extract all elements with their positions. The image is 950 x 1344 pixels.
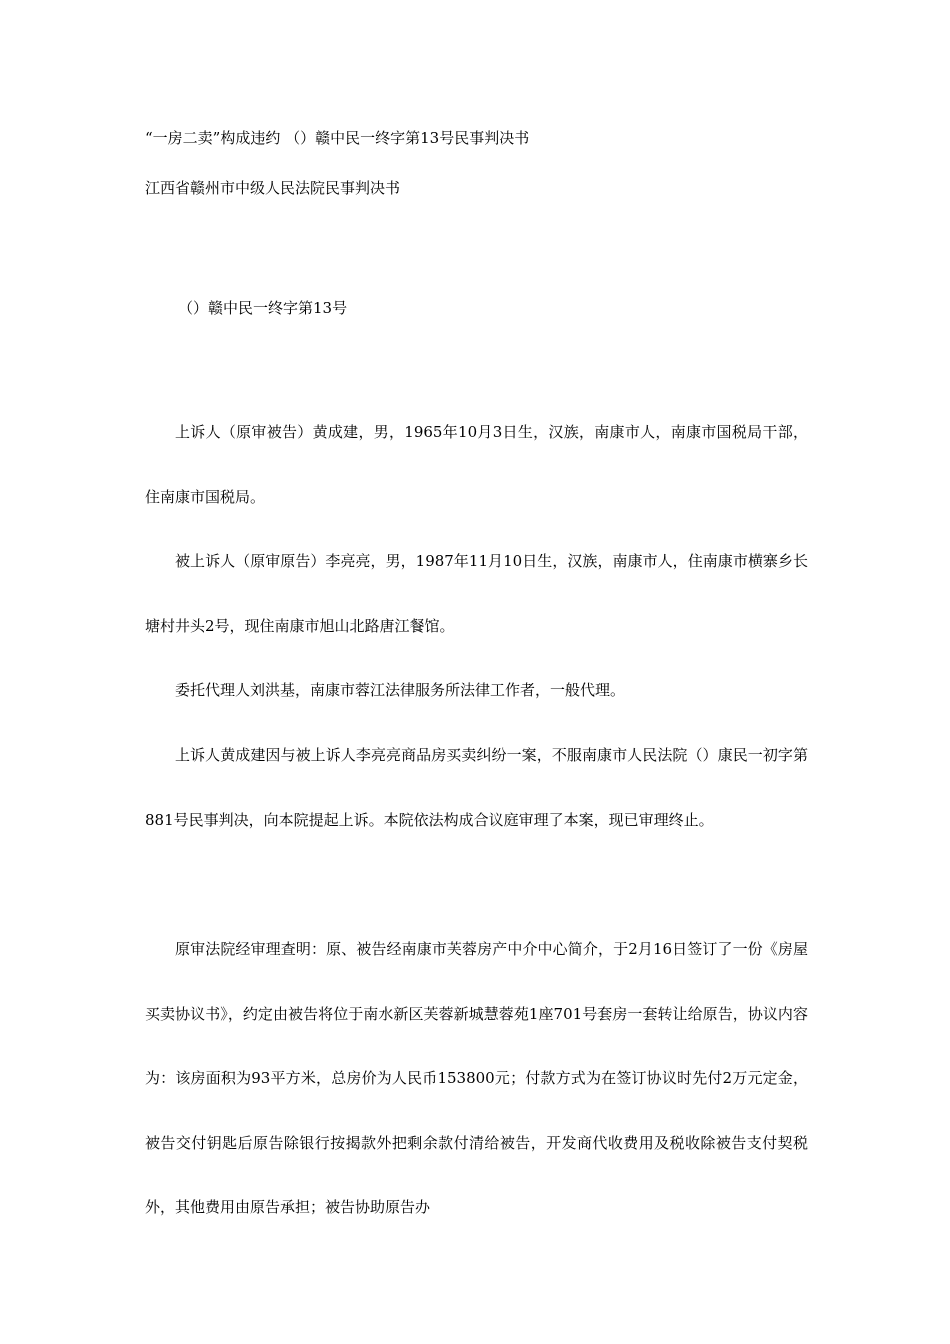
- appellant-paragraph: 上诉人（原审被告）黄成建，男，1965年10月3日生，汉族，南康市人，南康市国税局干部，住南康市国税局。: [145, 423, 808, 506]
- agent-paragraph: 委托代理人刘洪基，南康市蓉江法律服务所法律工作者，一般代理。: [175, 681, 626, 699]
- court-heading: 江西省赣州市中级人民法院民事判决书: [145, 179, 401, 197]
- case-number: （）赣中民一终字第13号: [178, 299, 348, 317]
- appellee-paragraph: 被上诉人（原审原告）李亮亮，男，1987年11月10日生，汉族，南康市人，住南康市横寨乡长塘村井头2号，现住南康市旭山北路唐江餐馆。: [145, 552, 808, 635]
- facts-paragraph: 原审法院经审理查明：原、被告经南康市芙蓉房产中介中心简介，于2月16日签订了一份《房屋买卖协议书》，约定由被告将位于南水新区芙蓉新城慧蓉苑1座701号套房一套转让给原告，协议内容为：该房面积为93平方米，总房价为人民币153800元；付款方式为在签订协议时先付2万元定金，被告交付钥匙后原告除银行按揭款外把剩余款付清给被告，开发商代收费用及税收除被告支付契税外，其他费用由原告承担；被告协助原告办: [145, 940, 808, 1216]
- document-title: “一房二卖”构成违约 （）赣中民一终字第13号民事判决书: [145, 129, 530, 147]
- appeal-paragraph: 上诉人黄成建因与被上诉人李亮亮商品房买卖纠纷一案，不服南康市人民法院（）康民一初字第881号民事判决，向本院提起上诉。本院依法构成合议庭审理了本案，现已审理终止。: [145, 746, 808, 829]
